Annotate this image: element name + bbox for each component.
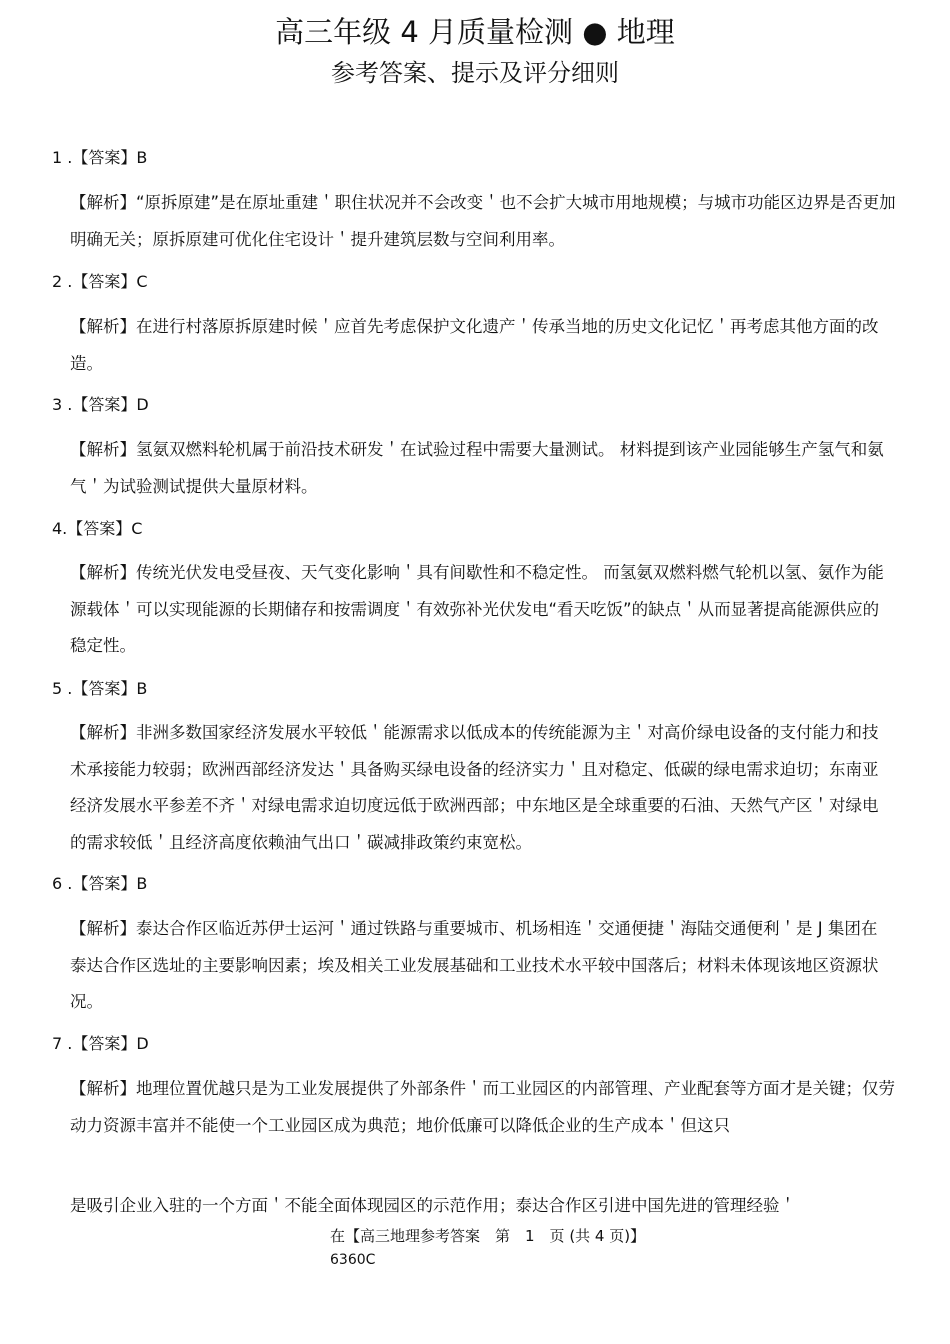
answer-1: 1 .【答案】B <box>52 148 148 167</box>
answer-4: 4.【答案】C <box>52 519 143 538</box>
explanation-5: 【解析】非洲多数国家经济发展水平较低＇能源需求以低成本的传统能源为主＇对高价绿电设备的支付能力和技术承接能力较弱；欧洲西部经济发达＇具备购买绿电设备的经济实力＇且对稳定、低碳的绿电需求迫切；东南亚经济发展水平参差不齐＇对绿电需求迫切度远低于欧洲西部；中东地区是全球重要的石油、天然气产区＇对绿电的需求较低＇且经济高度依赖油气出口＇碳减排政策约束宽松。 <box>70 723 879 852</box>
answer-7: 7 .【答案】D <box>52 1034 149 1053</box>
page-footer: 在【高三地理参考答案 第 1 页 (共 4 页)】 <box>330 1227 646 1245</box>
explanation-2: 【解析】在进行村落原拆原建时候＇应首先考虑保护文化遗产＇传承当地的历史文化记忆＇再考虑其他方面的改造。 <box>70 317 879 373</box>
page-subtitle: 参考答案、提示及评分细则 <box>331 59 619 87</box>
page-title: 高三年级 4 月质量检测 ● 地理 <box>275 15 675 49</box>
explanation-3: 【解析】氢氨双燃料轮机属于前沿技术研发＇在试验过程中需要大量测试。 材料提到该产业园能够生产氢气和氨气＇为试验测试提供大量原材料。 <box>70 440 884 496</box>
explanation-6: 【解析】泰达合作区临近苏伊士运河＇通过铁路与重要城市、机场相连＇交通便捷＇海陆交通便利＇是 J 集团在泰达合作区选址的主要影响因素；埃及相关工业发展基础和工业技术水平较中国落后；材料未体现该地区资源状况。 <box>70 919 879 1011</box>
explanation-1: 【解析】“原拆原建”是在原址重建＇职住状况并不会改变＇也不会扩大城市用地规模；与城市功能区边界是否更加明确无关；原拆原建可优化住宅设计＇提升建筑层数与空间利用率。 <box>70 193 896 249</box>
explanation-7: 【解析】地理位置优越只是为工业发展提供了外部条件＇而工业园区的内部管理、产业配套等方面才是关键；仅劳动力资源丰富并不能使一个工业园区成为典范；地价低廉可以降低企业的生产成本＇但这只 <box>70 1079 895 1135</box>
answer-2: 2 .【答案】C <box>52 272 148 291</box>
document-code: 6360C <box>330 1252 376 1268</box>
answer-5: 5 .【答案】B <box>52 679 148 698</box>
answer-3: 3 .【答案】D <box>52 395 149 414</box>
explanation-4: 【解析】传统光伏发电受昼夜、天气变化影响＇具有间歇性和不稳定性。 而氢氨双燃料燃气轮机以氢、氨作为能源载体＇可以实现能源的长期储存和按需调度＇有效弥补光伏发电“看天吃饭”的缺点＇从而显著提高能源供应的稳定性。 <box>70 563 884 655</box>
explanation-7-continuation: 是吸引企业入驻的一个方面＇不能全面体现园区的示范作用；泰达合作区引进中国先进的管理经验＇ <box>70 1196 796 1215</box>
answer-6: 6 .【答案】B <box>52 874 148 893</box>
